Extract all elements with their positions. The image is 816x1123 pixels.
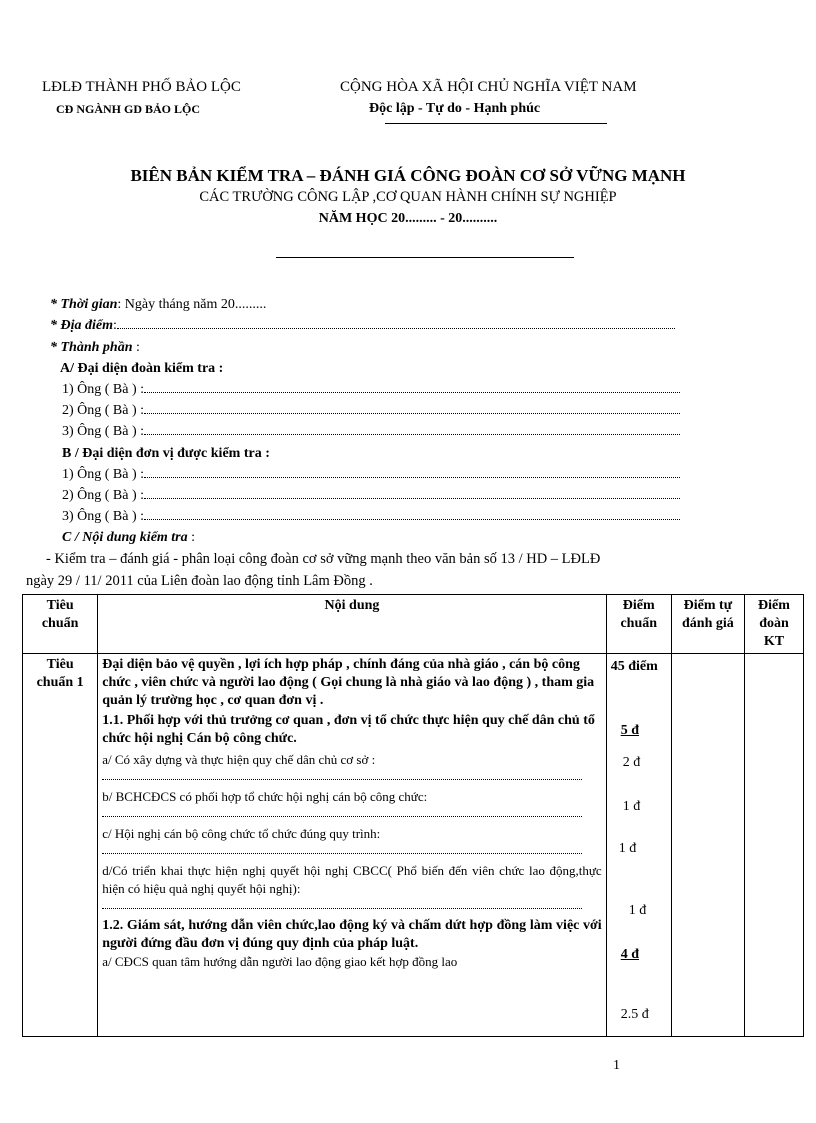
section-a-heading: A/ Đại diện đoàn kiểm tra :	[60, 361, 224, 376]
answer-blank	[102, 900, 582, 909]
table-row	[23, 654, 804, 1037]
place-blank	[117, 318, 675, 329]
header-standard-points: Điểm chuẩn	[606, 595, 671, 654]
national-motto: Độc lập - Tự do - Hạnh phúc	[369, 101, 541, 116]
row-blank	[144, 382, 680, 393]
section-a-row-1	[62, 382, 680, 398]
points-b1: 1 đ	[622, 799, 641, 814]
item-a2-text: a/ CĐCS quan tâm hướng dẫn người lao động giao kết hợp đồng lao	[102, 954, 458, 969]
section-b-heading: B / Đại diện đơn vị được kiểm tra :	[62, 446, 270, 461]
page-number: 1	[613, 1058, 620, 1073]
row-blank	[144, 509, 680, 520]
place-label: * Địa điểm	[50, 318, 113, 333]
members-field	[50, 340, 140, 356]
section-a-row-2	[62, 403, 680, 419]
motto-underline	[385, 123, 607, 124]
item-1-1-text: 1.1. Phối hợp với thủ trưởng cơ quan , đơn vị tổ chức thực hiện quy chế dân chủ tổ chức hội nghị Cán bộ công chức.	[102, 713, 595, 746]
row-blank	[144, 467, 680, 478]
row-label: 2) Ông ( Bà ) :	[62, 488, 145, 503]
team-score-cell[interactable]	[745, 654, 804, 1037]
section-b-row-3	[62, 509, 680, 525]
time-field	[50, 297, 266, 313]
points-a1: 2 đ	[622, 755, 641, 770]
time-value: : Ngày tháng năm 20.........	[117, 297, 267, 312]
section-a-row-3	[62, 424, 680, 440]
org-line-1: LĐLĐ THÀNH PHỐ BẢO LỘC	[42, 79, 241, 95]
place-value: :	[113, 318, 117, 333]
points-d1: 1 đ	[628, 903, 647, 918]
item-c1-text: c/ Hội nghị cán bộ công chức tổ chức đúng quy trình:	[102, 826, 381, 841]
row-label: 3) Ông ( Bà ) :	[62, 424, 145, 439]
points-1-1: 5 đ	[620, 723, 639, 738]
table-header-row	[23, 595, 804, 654]
answer-blank	[102, 845, 582, 854]
header-criteria: Tiêu chuẩn	[23, 595, 98, 654]
members-label: * Thành phần	[50, 340, 133, 355]
header-team-score: Điểm đoàn KT	[745, 595, 804, 654]
intro-line-1: - Kiểm tra – đánh giá - phân loại công đoàn cơ sở vững mạnh theo văn bản số 13 / HD – LĐLĐ	[46, 551, 601, 567]
nation-name: CỘNG HÒA XÃ HỘI CHỦ NGHĨA VIỆT NAM	[340, 79, 637, 95]
criteria-name: Tiêu chuẩn 1	[23, 654, 98, 1037]
points-1-2: 4 đ	[620, 947, 639, 962]
section-c-heading	[62, 530, 195, 546]
item-b1-text: b/ BCHCĐCS có phối hợp tổ chức hội nghị cán bộ công chức:	[102, 789, 428, 804]
row-blank	[144, 403, 680, 414]
header-content: Nội dung	[98, 595, 606, 654]
self-score-cell[interactable]	[671, 654, 744, 1037]
standard-points-column	[606, 654, 671, 1037]
answer-blank	[102, 771, 582, 780]
item-d1-text: d/Có triển khai thực hiện nghị quyết hội nghị CBCC( Phổ biến đến viên chức lao động,thực hiện có hiệu quả nghị quyết hội nghị):	[102, 863, 602, 896]
points-c1: 1 đ	[618, 841, 637, 856]
members-value: :	[132, 340, 140, 355]
section-c-label: C / Nội dung kiểm tra	[62, 530, 188, 545]
document-subtitle: CÁC TRƯỜNG CÔNG LẬP ,CƠ QUAN HÀNH CHÍNH SỰ NGHIỆP	[199, 189, 617, 205]
answer-blank	[102, 808, 582, 817]
item-1-2-text: 1.2. Giám sát, hướng dẫn viên chức,lao động ký và chấm dứt hợp đồng làm việc với người đứng đầu đơn vị đúng quy định của pháp luật.	[102, 918, 602, 951]
section-b-row-2	[62, 488, 680, 504]
row-label: 2) Ông ( Bà ) :	[62, 403, 145, 418]
section-c-tail: :	[187, 530, 196, 545]
row-blank	[144, 424, 680, 435]
intro-line-2: ngày 29 / 11/ 2011 của Liên đoàn lao động tỉnh Lâm Đồng .	[26, 573, 373, 589]
criteria-table	[22, 594, 804, 1037]
org-line-2: CĐ NGÀNH GD BẢO LỘC	[56, 102, 201, 116]
points-main: 45 điểm	[610, 659, 658, 674]
place-field	[50, 318, 675, 334]
section-b-row-1	[62, 467, 680, 483]
document-title: BIÊN BẢN KIỂM TRA – ĐÁNH GIÁ CÔNG ĐOÀN CƠ SỞ VỮNG MẠNH	[130, 166, 686, 185]
row-label: 1) Ông ( Bà ) :	[62, 467, 145, 482]
row-blank	[144, 488, 680, 499]
main-criterion-text: Đại diện bảo vệ quyền , lợi ích hợp pháp , chính đáng của nhà giáo , cán bộ công chức , viên chức và người lao động ( Gọi chung là nhà giáo và lao động ) , tham gia quản lý trường học , cơ quan đơn vị .	[102, 657, 595, 708]
row-label: 1) Ông ( Bà ) :	[62, 382, 145, 397]
time-label: * Thời gian	[50, 297, 118, 312]
header-self-score: Điểm tự đánh giá	[671, 595, 744, 654]
title-rule	[276, 257, 574, 258]
item-a1-text: a/ Có xây dựng và thực hiện quy chế dân chủ cơ sở :	[102, 752, 376, 767]
criteria-content	[98, 654, 606, 1037]
points-a2: 2.5 đ	[620, 1007, 649, 1022]
row-label: 3) Ông ( Bà ) :	[62, 509, 145, 524]
school-year: NĂM HỌC 20......... - 20..........	[318, 211, 498, 226]
